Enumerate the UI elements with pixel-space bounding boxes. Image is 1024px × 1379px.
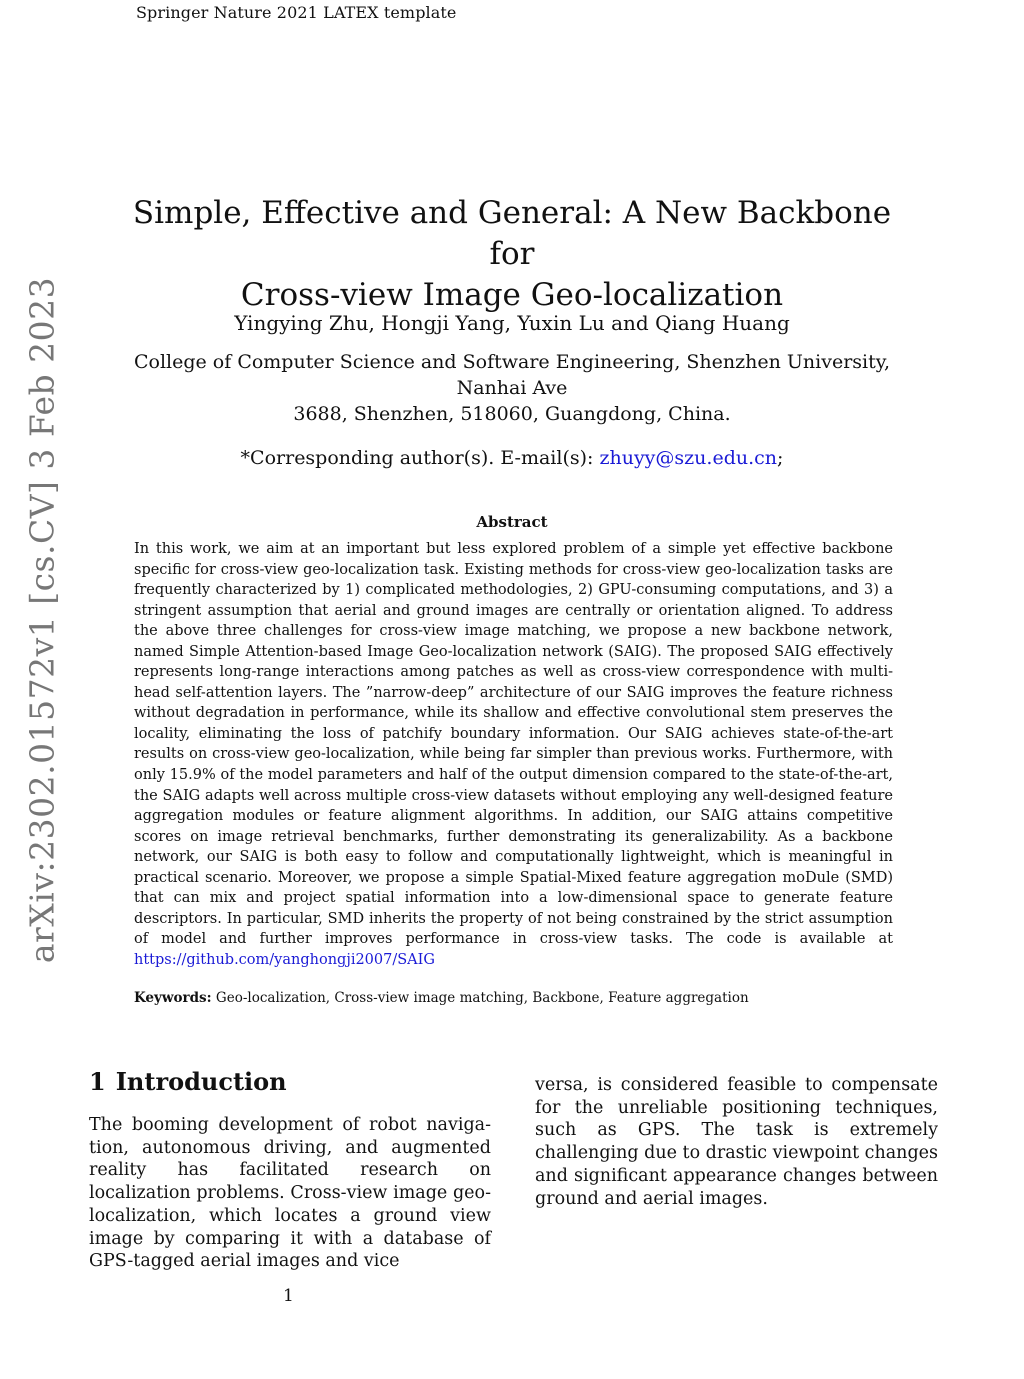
abstract-body (134, 539, 893, 970)
keywords (134, 989, 893, 1007)
author-list: Yingying Zhu, Hongji Yang, Yuxin Lu and Qiang Huang (234, 311, 790, 335)
email-link[interactable]: zhuyy@szu.edu.cn (599, 447, 778, 469)
page-number: 1 (283, 1286, 294, 1306)
intro-right-column: versa, is considered feasible to compensate for the unreliable positioning techniques, such as GPS. The task is extremely challenging due to drastic viewpoint changes and significant appearance changes between ground and aerial images. (535, 1075, 938, 1209)
affiliation (100, 349, 924, 427)
section-heading-introduction (89, 1066, 287, 1098)
arxiv-side-stamp: arXiv:2302.01572v1 [cs.CV] 3 Feb 2023 (22, 276, 62, 964)
title-line-1: Simple, Effective and General: A New Backbone for (132, 195, 892, 272)
abstract-heading: Abstract (476, 513, 548, 531)
keywords-label: Keywords: (134, 990, 212, 1006)
paper-title (120, 193, 904, 316)
title-line-2: Cross-view Image Geo-localization (240, 277, 784, 313)
affiliation-line-2: 3688, Shenzhen, 518060, Guangdong, China. (293, 403, 731, 425)
keywords-text: Geo-localization, Cross-view image matching, Backbone, Feature aggregation (211, 990, 749, 1006)
corresponding-suffix: ; (777, 447, 784, 469)
abstract-text: In this work, we aim at an important but less explored problem of a simple yet effective backbone specific for cross-view geo-localization task. Existing methods for cross-view geo-localization tasks are frequently characterized by 1) complicated methodologies, 2) GPU-consuming computations, and 3) a stringent assumption that aerial and ground images are centrally or orientation aligned. To address the above three challenges for cross-view image matching, we propose a new backbone network, named Simple Attention-based Image Geo-localization network (SAIG). The proposed SAIG effectively represents long-range interactions among patches as well as cross-view correspondence with multi-head self-attention layers. The ”narrow-deep” architecture of our SAIG improves the feature richness without degradation in performance, while its shallow and effective convolutional stem preserves the locality, eliminating the loss of patchify boundary information. Our SAIG achieves state-of-the-art results on cross-view geo-localization, while being far simpler than previous works. Furthermore, with only 15.9% of the model parameters and half of the output dimension compared to the state-of-the-art, the SAIG adapts well across multiple cross-view datasets without employing any well-designed feature aggregation modules or feature alignment algorithms. In addition, our SAIG attains competitive scores on image retrieval benchmarks, further demonstrating its generalizability. As a backbone network, our SAIG is both easy to follow and computationally lightweight, which is meaningful in practical scenario. Moreover, we propose a simple Spatial-Mixed feature aggregation moDule (SMD) that can mix and project spatial information into a low-dimensional space to generate feature descriptors. In particular, SMD inherits the property of not being constrained by the strict assumption of model and further improves performance in cross-view tasks. The code is available at (134, 541, 893, 948)
affiliation-line-1: College of Computer Science and Software Engineering, Shenzhen University, Nanhai Ave (133, 351, 891, 399)
section-title: Introduction (115, 1067, 287, 1096)
intro-left-column: The booming development of robot navigation, autonomous driving, and augmented reality has facilitated research on localization problems. Cross-view image geo-localization, which locates a ground view image by comparing it with a database of GPS-tagged aerial images and vice (89, 1115, 491, 1272)
running-header: Springer Nature 2021 LATEX template (136, 3, 457, 22)
code-link[interactable]: https://github.com/yanghongji2007/SAIG (134, 951, 435, 968)
section-number: 1 (89, 1067, 106, 1096)
corresponding-author (120, 445, 904, 471)
corresponding-prefix: *Corresponding author(s). E-mail(s): (240, 447, 600, 469)
